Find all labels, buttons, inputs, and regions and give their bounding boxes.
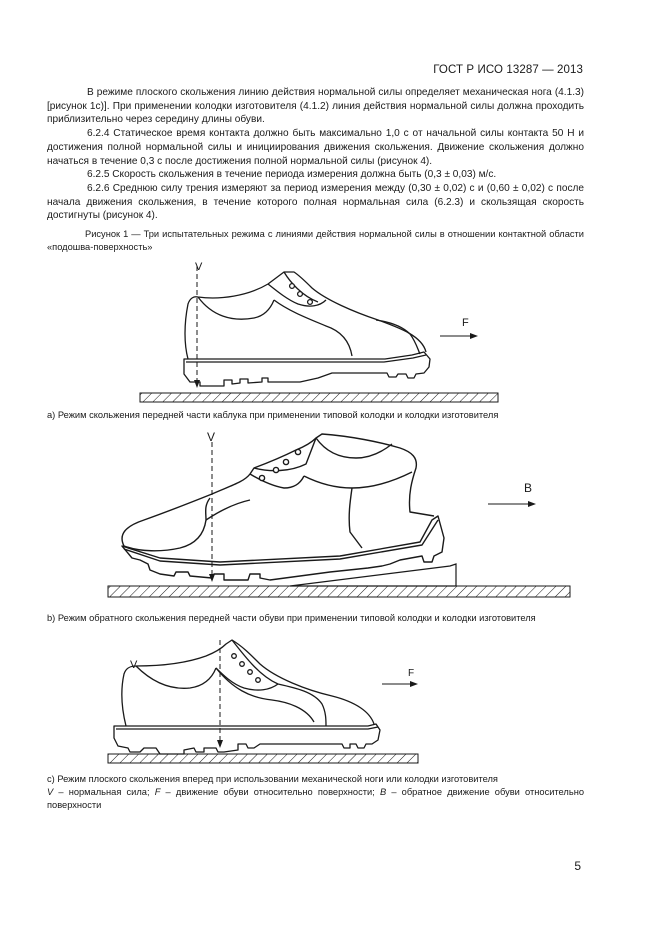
shoe-drawing: [114, 640, 380, 754]
document-header: ГОСТ Р ИСО 13287 — 2013: [433, 64, 583, 76]
legend-b-text: – обратное движение обуви относительно поверхности: [47, 787, 584, 810]
motion-arrow: [440, 333, 478, 339]
force-label: V: [207, 430, 216, 444]
legend-f-text: – движение обуви относительно поверхности;: [160, 787, 380, 797]
motion-arrow: [382, 681, 418, 687]
motion-label: B: [524, 481, 533, 495]
paragraph: 6.2.5 Скорость скольжения в течение периода измерения должна быть (0,3 ± 0,03) м/с.: [87, 169, 497, 181]
paragraph: 6.2.4 Статическое время контакта должно быть максимально 1,0 с от начальной силы контакта 50 Н и достижения полной нормальной силы и инициирования движения скольжения. Движение скольжения должно начаться в течение 0,3 с после достижения полной нормальной силы (рисунок 4).: [47, 128, 584, 167]
paragraph: В режиме плоского скольжения линию действия нормальной силы определяет механическая нога (4.1.3) [рисунок 1c)]. При применении колодки изготовителя (4.1.2) линия действия нормальной силы должна проходить приблизительно через середину длины обуви.: [47, 87, 584, 126]
ground-surface: [140, 393, 498, 402]
panel-a-caption: а) Режим скольжения передней части каблука при применении типовой колодки и колодки изготовителя: [47, 410, 499, 420]
body-text: [47, 86, 584, 223]
ground-surface: [108, 586, 570, 597]
legend-b-symbol: B: [379, 787, 387, 797]
ground-surface: [108, 754, 418, 763]
motion-arrow: [488, 501, 536, 507]
figure-panel-c: [100, 634, 430, 770]
page-number: 5: [574, 859, 581, 873]
figure-panel-b: [100, 428, 580, 608]
shoe-drawing: [122, 434, 444, 580]
paragraph: 6.2.6 Среднюю силу трения измеряют за период измерения между (0,30 ± 0,02) с и (0,60 ± 0,02) с после начала движения скольжения, в течение которого полная нормальная сила (6.2.3) и скользящая скорость достигнуты (рисунок 4).: [47, 182, 584, 222]
motion-label: F: [462, 317, 469, 329]
shoe-drawing: [184, 272, 430, 386]
force-label: V: [195, 261, 203, 273]
panel-c-caption: с) Режим плоского скольжения вперед при использовании механической ноги или колодки изготовителя: [47, 774, 498, 784]
figure-title: Рисунок 1 — Три испытательных режима с линиями действия нормальной силы в отношении контактной области «подошва-поверхность»: [47, 229, 584, 252]
legend-f-symbol: F: [154, 787, 161, 797]
force-label: V: [130, 659, 138, 671]
legend-v-symbol: V: [47, 787, 54, 797]
figure-panel-a: [140, 256, 510, 406]
panel-b-caption: b) Режим обратного скольжения передней части обуви при применении типовой колодки и колодки изготовителя: [47, 613, 536, 623]
motion-label: F: [408, 668, 415, 679]
legend-v-text: – нормальная сила;: [53, 787, 155, 797]
figure-legend: [47, 786, 584, 812]
